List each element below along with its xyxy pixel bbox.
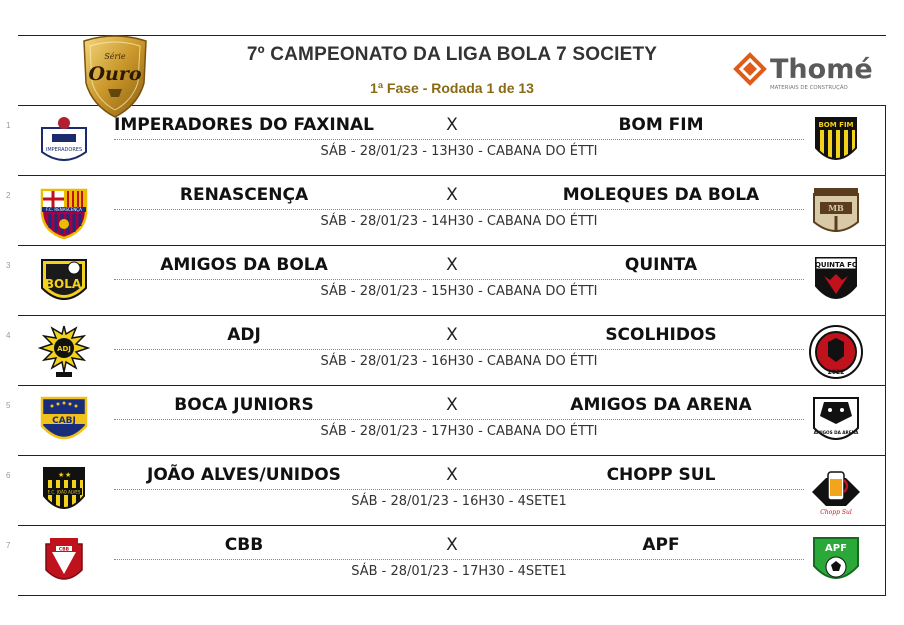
home-logo-text: ADJ — [57, 345, 71, 353]
versus-mark: X — [446, 185, 458, 205]
row-number: 3 — [6, 261, 11, 270]
away-logo-text: MB — [828, 203, 844, 213]
row-number: 4 — [6, 331, 11, 340]
versus-mark: X — [446, 325, 458, 345]
dotted-separator — [114, 279, 804, 280]
match-row — [6, 245, 886, 315]
dotted-separator — [114, 209, 804, 210]
match-info: SÁB - 28/01/23 - 14H30 - CABANA DO ÉTTI — [320, 214, 598, 229]
versus-mark: X — [446, 115, 458, 135]
row-number: 2 — [6, 191, 11, 200]
match-info: SÁB - 28/01/23 - 16H30 - 4SETE1 — [351, 494, 567, 509]
row-number: 5 — [6, 401, 11, 410]
away-team: BOM FIM — [618, 115, 704, 135]
match-sheet — [6, 35, 886, 596]
match-row — [6, 455, 886, 525]
home-logo-text: E.C. JOÃO ALVES — [47, 489, 81, 495]
versus-mark: X — [446, 395, 458, 415]
joao-alves-crest-icon — [36, 464, 92, 520]
away-team: MOLEQUES DA BOLA — [562, 185, 760, 205]
away-logo-text: AMIGOS DA ARENA — [813, 430, 859, 435]
away-logo-text: QUINTA FC — [814, 261, 858, 269]
moleques-da-bola-crest-icon — [808, 184, 864, 240]
match-info: SÁB - 28/01/23 - 17H30 - CABANA DO ÉTTI — [320, 424, 598, 439]
home-logo-text: IMPERADORES — [45, 147, 83, 153]
amigos-da-arena-crest-icon — [808, 394, 864, 450]
match-info: SÁB - 28/01/23 - 15H30 - CABANA DO ÉTTI — [320, 284, 598, 299]
home-team: AMIGOS DA BOLA — [160, 255, 328, 275]
dotted-separator — [114, 419, 804, 420]
svg-text:★: ★ — [65, 471, 72, 479]
away-logo-text: Chopp Sul — [820, 509, 852, 516]
match-info: SÁB - 28/01/23 - 17H30 - 4SETE1 — [351, 564, 567, 579]
home-logo-text: F.C. RENASCENÇA — [46, 207, 82, 212]
page-title: 7º CAMPEONATO DA LIGA BOLA 7 SOCIETY — [246, 44, 658, 65]
serie-small-text: Série — [104, 52, 126, 61]
imperadores-crest-icon — [36, 114, 92, 170]
away-logo-text: BOM FIM — [818, 121, 854, 129]
row-number: 7 — [6, 541, 11, 550]
home-team: RENASCENÇA — [179, 185, 309, 205]
adj-crest-icon — [36, 324, 92, 380]
match-row — [6, 105, 886, 175]
dotted-separator — [114, 139, 804, 140]
away-logo-text: APF — [825, 543, 847, 554]
amigos-da-bola-crest-icon — [36, 254, 92, 310]
sponsor-tagline: MATERIAIS DE CONSTRUÇÃO — [770, 85, 848, 91]
home-team: BOCA JUNIORS — [174, 395, 314, 415]
cbb-crest-icon — [36, 534, 92, 590]
dotted-separator — [114, 559, 804, 560]
page-subtitle: 1ª Fase - Rodada 1 de 13 — [370, 80, 534, 96]
page-header — [18, 35, 886, 103]
bottom-border — [18, 595, 886, 596]
away-team: SCOLHIDOS — [605, 325, 717, 345]
sponsor-logo-icon — [732, 49, 877, 93]
match-info: SÁB - 28/01/23 - 13H30 - CABANA DO ÉTTI — [320, 144, 598, 159]
home-team: JOÃO ALVES/UNIDOS — [147, 465, 341, 485]
scolhidos-crest-icon — [808, 324, 864, 380]
boca-juniors-crest-icon — [36, 394, 92, 450]
home-team: CBB — [224, 535, 264, 555]
match-row — [6, 525, 886, 595]
home-logo-text: CBB — [58, 547, 70, 553]
versus-mark: X — [446, 255, 458, 275]
match-info: SÁB - 28/01/23 - 16H30 - CABANA DO ÉTTI — [320, 354, 598, 369]
match-row — [6, 175, 886, 245]
quinta-crest-icon — [808, 254, 864, 310]
row-number: 6 — [6, 471, 11, 480]
match-row — [6, 315, 886, 385]
away-team: AMIGOS DA ARENA — [570, 395, 752, 415]
home-team: IMPERADORES DO FAXINAL — [114, 115, 374, 135]
versus-mark: X — [446, 535, 458, 555]
match-row — [6, 385, 886, 455]
row-number: 1 — [6, 121, 11, 130]
home-team: ADJ — [227, 325, 261, 345]
bom-fim-crest-icon — [808, 114, 864, 170]
away-team: QUINTA — [624, 255, 698, 275]
away-logo-text: 2022 — [827, 369, 845, 376]
away-team: APF — [642, 535, 680, 555]
renascenca-crest-icon — [36, 184, 92, 240]
home-logo-text: CABJ — [52, 416, 76, 426]
apf-crest-icon — [808, 534, 864, 590]
versus-mark: X — [446, 465, 458, 485]
dotted-separator — [114, 489, 804, 490]
home-logo-text: BOLA — [44, 277, 82, 291]
dotted-separator — [114, 349, 804, 350]
chopp-sul-crest-icon — [808, 464, 864, 520]
away-team: CHOPP SUL — [606, 465, 716, 485]
svg-text:★: ★ — [58, 471, 65, 479]
sponsor-name: Thomé — [770, 54, 873, 85]
serie-name-text: Ouro — [88, 63, 142, 85]
